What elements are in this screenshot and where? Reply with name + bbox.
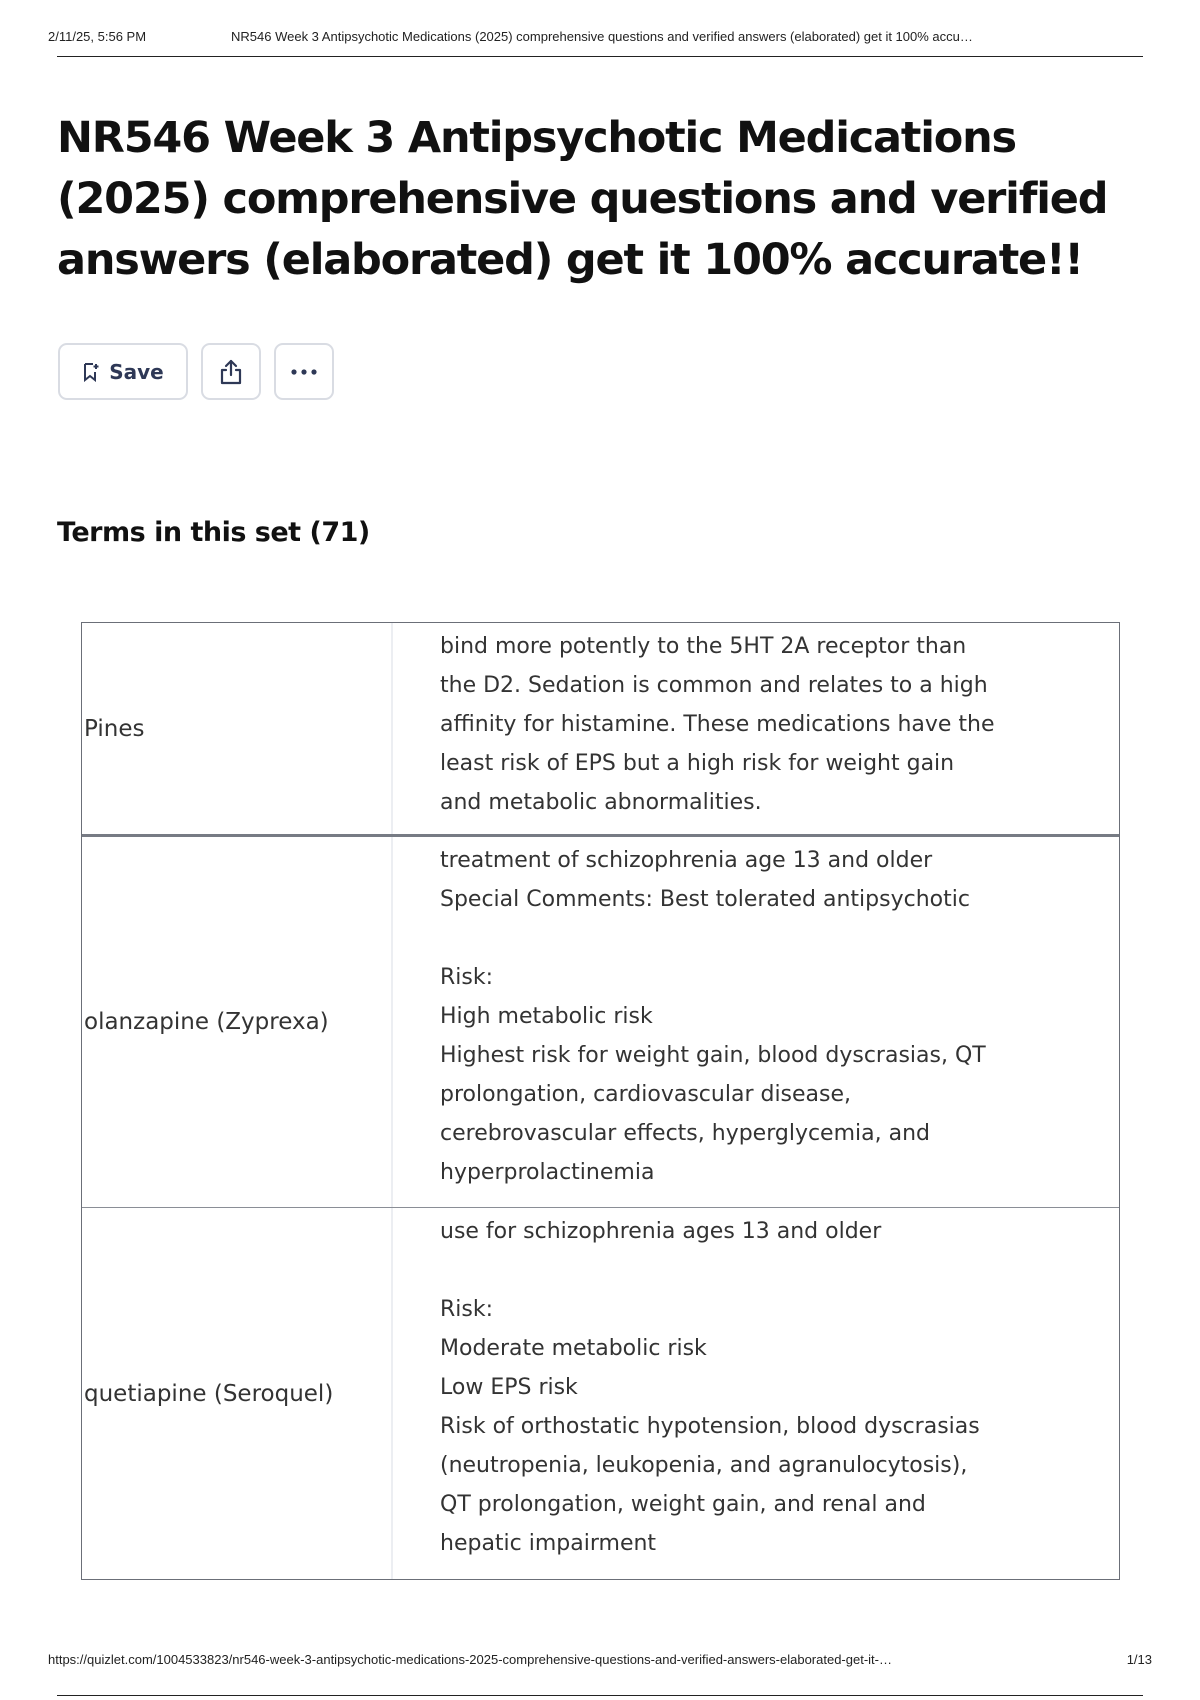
- terms-table: [81, 622, 1120, 1580]
- header-divider: [57, 56, 1143, 57]
- definition-text: bind more potently to the 5HT 2A receptor than the D2. Sedation is common and relates to a high affinity for histamine. These medications have the least risk of EPS but a high risk for weight gain and metabolic abnormalities.: [440, 634, 995, 815]
- page-title: NR546 Week 3 Antipsychotic Medications (2025) comprehensive questions and verified answers (elaborated) get it 100% accurate!!: [57, 113, 1108, 285]
- term-row: [82, 623, 1119, 837]
- term-text: quetiapine (Seroquel): [82, 1208, 393, 1579]
- more-options-button[interactable]: [274, 343, 334, 400]
- term-text: Pines: [82, 623, 393, 834]
- more-icon: [290, 368, 318, 376]
- definition-text: treatment of schizophrenia age 13 and older Special Comments: Best tolerated antipsychotic Risk: High metabolic risk Highest risk for weight gain, blood dyscrasias, QT prolongation, cardiovascular disease, cerebrovascular effects, hyperglycemia, and hyperprolactinemia: [440, 848, 986, 1185]
- definition-cell: [393, 837, 1119, 1207]
- definition-text: use for schizophrenia ages 13 and older Risk: Moderate metabolic risk Low EPS risk Risk of orthostatic hypotension, blood dyscrasias (neutropenia, leukopenia, and agranulocytosis), QT prolongation, weight gain, and renal and hepatic impairment: [440, 1219, 980, 1556]
- print-doc-title: NR546 Week 3 Antipsychotic Medications (2025) comprehensive questions and verified answers (elaborated) get it 100% accu…: [231, 29, 973, 44]
- term-text: olanzapine (Zyprexa): [82, 837, 393, 1207]
- definition-cell: [393, 623, 1119, 834]
- print-date: 2/11/25, 5:56 PM: [48, 29, 147, 44]
- save-button[interactable]: [58, 343, 188, 400]
- page-url: https://quizlet.com/1004533823/nr546-week-3-antipsychotic-medications-2025-comprehensive-questions-and-verified-answers-elaborated-get-it-…: [48, 1652, 892, 1667]
- term-row: [82, 837, 1119, 1208]
- share-icon: [218, 358, 244, 386]
- bookmark-icon: [82, 362, 100, 382]
- save-label: Save: [109, 359, 164, 384]
- term-row: [82, 1208, 1119, 1579]
- definition-cell: [393, 1208, 1119, 1579]
- print-header: [48, 29, 1148, 51]
- footer-divider: [57, 1695, 1143, 1696]
- share-button[interactable]: [201, 343, 261, 400]
- page-number: 1/13: [1126, 1652, 1152, 1667]
- terms-heading: Terms in this set (71): [57, 517, 370, 548]
